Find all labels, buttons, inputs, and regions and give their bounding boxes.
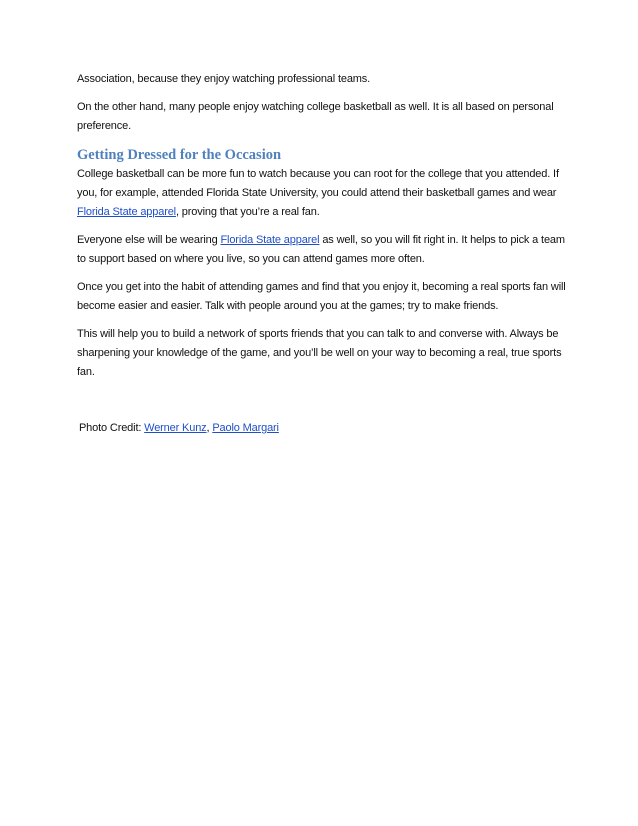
werner-kunz-link[interactable]: Werner Kunz <box>144 422 207 434</box>
florida-state-apparel-link[interactable]: Florida State apparel <box>77 206 176 218</box>
document-body <box>77 70 567 447</box>
paragraph-text: as well, so you will fit right in. It helps to pick a team to support based on where you live, so you can attend games more often. <box>77 234 565 265</box>
paragraph-network: This will help you to build a network of sports friends that you can talk to and converse with. Always be sharpening your knowledge of the game, and you’ll be well on your way to becoming a real, true sports fan. <box>77 328 562 378</box>
paragraph-text: Everyone else will be wearing <box>77 234 221 246</box>
section-heading: Getting Dressed for the Occasion <box>77 147 282 163</box>
paragraph-association: Association, because they enjoy watching professional teams. <box>77 73 371 85</box>
paragraph-preference: On the other hand, many people enjoy watching college basketball as well. It is all based on personal preference. <box>77 101 554 132</box>
paolo-margari-link[interactable]: Paolo Margari <box>212 422 279 434</box>
paragraph-college-basketball <box>77 165 567 222</box>
blank-line <box>77 391 567 419</box>
photo-credit <box>77 419 567 438</box>
paragraph-habit: Once you get into the habit of attending games and find that you enjoy it, becoming a real sports fan will become easier and easier. Talk with people around you at the games; try to make friends. <box>77 281 566 312</box>
photo-credit-label: Photo Credit: <box>79 422 145 434</box>
paragraph-everyone-else <box>77 231 567 269</box>
credit-separator: , <box>206 422 213 434</box>
paragraph-text: , proving that you’re a real fan. <box>175 206 320 218</box>
florida-state-apparel-link-2[interactable]: Florida State apparel <box>220 234 320 246</box>
paragraph-text: College basketball can be more fun to watch because you can root for the college that you attended. If you, for example, attended Florida State University, you could attend their basketball games and wear <box>77 168 559 199</box>
